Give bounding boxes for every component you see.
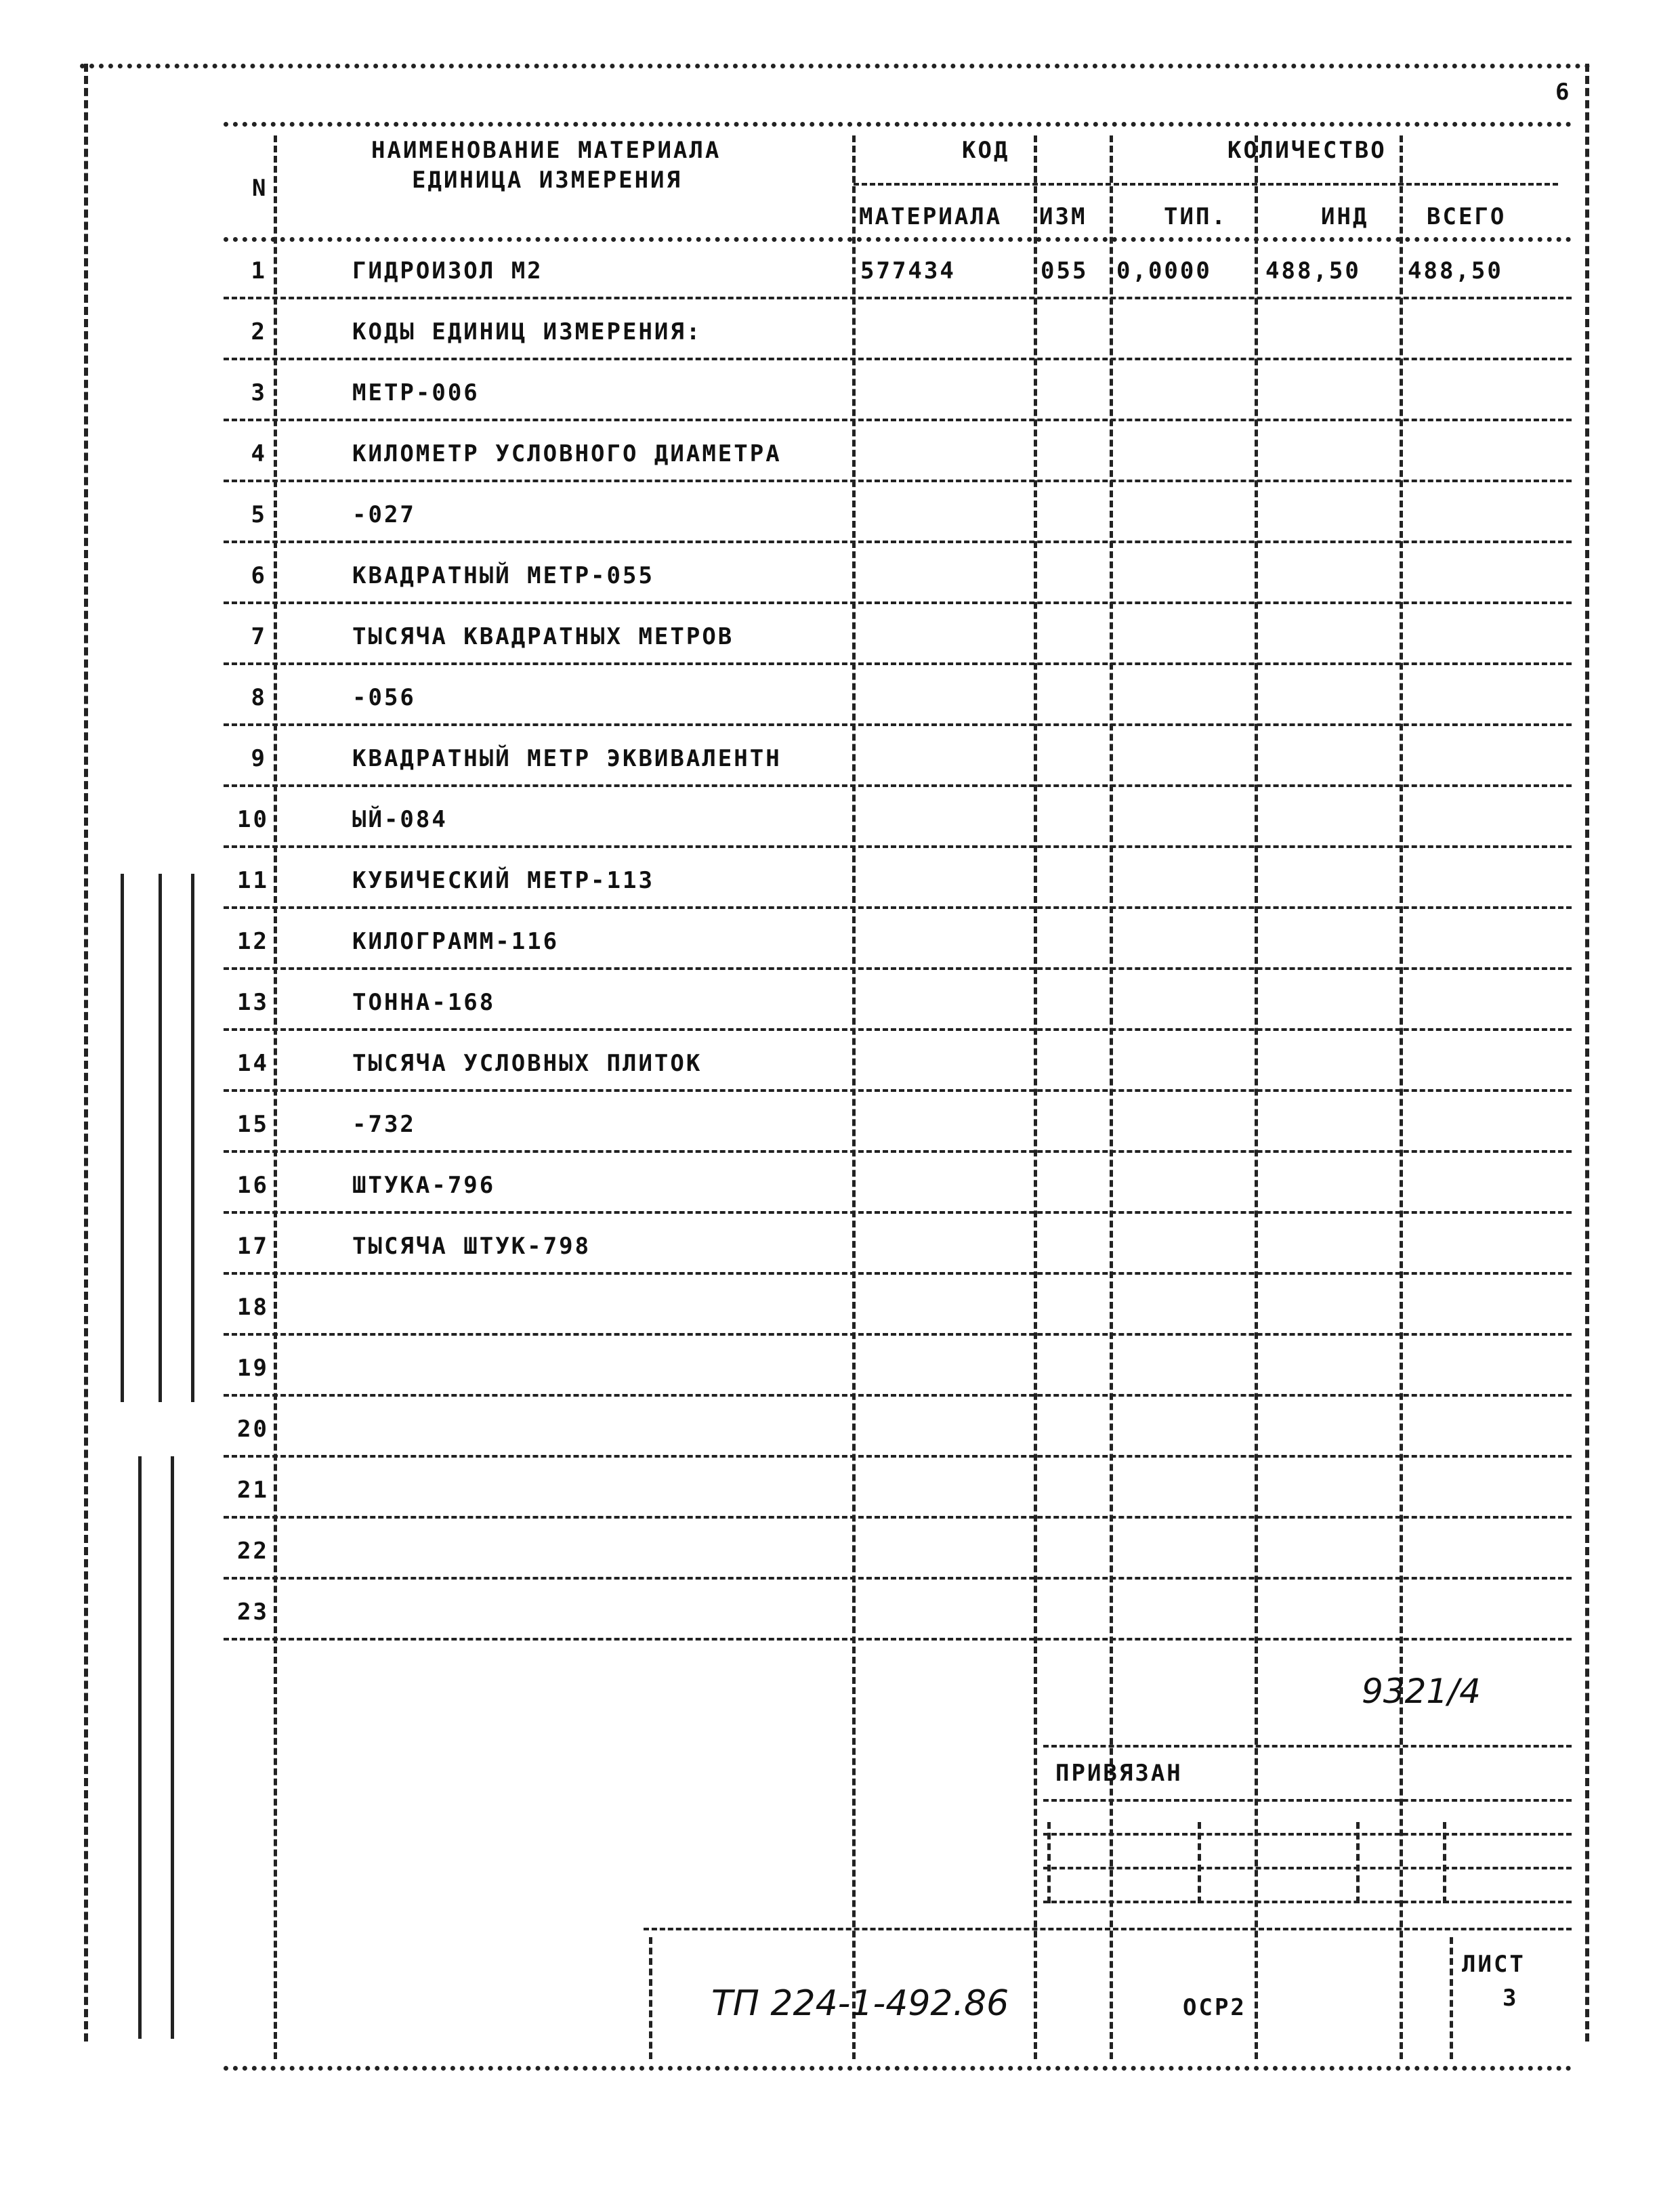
table-body-bottom-border — [224, 2066, 1572, 2071]
sheet-col-line — [1450, 1937, 1453, 2059]
row-number: 23 — [237, 1599, 269, 1626]
row-number: 1 — [251, 257, 267, 284]
row-name: КОДЫ ЕДИНИЦ ИЗМЕРЕНИЯ: — [352, 318, 702, 345]
form-code: ОСР2 — [1183, 1994, 1246, 2021]
row-name: КВАДРАТНЫЙ МЕТР ЭКВИВАЛЕНТН — [352, 745, 782, 772]
row-separator — [224, 1272, 1572, 1275]
row-separator — [224, 662, 1572, 665]
row-name: -027 — [352, 501, 416, 528]
header-code-unit: ИЗМ — [1039, 203, 1087, 230]
sheet-left-border — [84, 64, 88, 2042]
row-separator — [224, 784, 1572, 787]
row-number: 7 — [251, 623, 267, 650]
row-separator — [224, 1211, 1572, 1214]
sheet-top-border — [80, 64, 1591, 68]
binding-strip-line-3 — [191, 874, 194, 1402]
row-name: ТОННА-168 — [352, 989, 496, 1016]
row-number: 19 — [237, 1355, 269, 1382]
header-code: КОД — [962, 137, 1010, 164]
row-name: МЕТР-006 — [352, 379, 480, 406]
stamp-col-2 — [1198, 1822, 1201, 1903]
row-material-code: 577434 — [860, 257, 956, 284]
row-name: ТЫСЯЧА ШТУК-798 — [352, 1233, 591, 1260]
page-number: 6 — [1555, 79, 1572, 106]
row-separator — [224, 967, 1572, 970]
row-separator — [224, 601, 1572, 604]
sheet-right-border — [1585, 64, 1589, 2042]
row-name: ТЫСЯЧА КВАДРАТНЫХ МЕТРОВ — [352, 623, 734, 650]
row-separator — [224, 297, 1572, 299]
row-qty-ind: 488,50 — [1265, 257, 1361, 284]
row-separator — [224, 1394, 1572, 1397]
row-name: КИЛОГРАММ-116 — [352, 928, 560, 955]
col-sep-n — [274, 135, 277, 2059]
title-left-line — [649, 1937, 652, 2059]
row-separator — [224, 1333, 1572, 1336]
row-number: 4 — [251, 440, 267, 467]
table-top-border — [224, 122, 1572, 127]
table-header-bottom-border — [224, 237, 1572, 242]
row-separator — [224, 1028, 1572, 1031]
row-number: 8 — [251, 684, 267, 711]
row-number: 3 — [251, 379, 267, 406]
row-name: КИЛОМЕТР УСЛОВНОГО ДИАМЕТРА — [352, 440, 782, 467]
row-name: КВАДРАТНЫЙ МЕТР-055 — [352, 562, 654, 589]
row-number: 22 — [237, 1538, 269, 1565]
row-number: 20 — [237, 1416, 269, 1443]
row-separator — [224, 1150, 1572, 1153]
row-number: 13 — [237, 989, 269, 1016]
row-name: -056 — [352, 684, 416, 711]
sheet-number: 3 — [1503, 1985, 1519, 2012]
col-sep-name — [852, 135, 856, 2059]
row-separator — [224, 358, 1572, 360]
row-name: ШТУКА-796 — [352, 1172, 496, 1199]
row-separator — [224, 480, 1572, 482]
row-separator — [224, 845, 1572, 848]
binding-strip-line-4 — [138, 1456, 142, 2039]
row-separator — [224, 1089, 1572, 1092]
row-number: 21 — [237, 1477, 269, 1504]
row-name: ЫЙ-084 — [352, 806, 448, 833]
row-separator — [224, 1577, 1572, 1580]
header-qty-typ: ТИП. — [1164, 203, 1227, 230]
stamp-line-1 — [1043, 1799, 1572, 1802]
binding-strip-line-1 — [121, 874, 124, 1402]
doc-code: ТП 224-1-492.86 — [711, 1983, 1009, 2024]
header-name-line2: ЕДИНИЦА ИЗМЕРЕНИЯ — [412, 167, 682, 194]
row-number: 10 — [237, 806, 269, 833]
col-sep-ind — [1400, 135, 1403, 2059]
row-number: 5 — [251, 501, 267, 528]
stamp-line-2 — [1043, 1833, 1572, 1836]
row-number: 18 — [237, 1294, 269, 1321]
row-unit-code: 055 — [1041, 257, 1089, 284]
row-name: ТЫСЯЧА УСЛОВНЫХ ПЛИТОК — [352, 1050, 702, 1077]
row-separator — [224, 1638, 1572, 1641]
row-number: 9 — [251, 745, 267, 772]
stamp-label: ПРИВЯЗАН — [1055, 1760, 1183, 1787]
col-sep-material — [1034, 135, 1037, 2059]
row-name: -732 — [352, 1111, 416, 1138]
row-name: КУБИЧЕСКИЙ МЕТР-113 — [352, 867, 654, 894]
col-sep-typ — [1255, 135, 1258, 2059]
row-separator — [224, 1516, 1572, 1519]
row-number: 11 — [237, 867, 269, 894]
header-code-material: МАТЕРИАЛА — [859, 203, 1003, 230]
header-qty-ind: ИНД — [1321, 203, 1369, 230]
row-qty-typ: 0,0000 — [1116, 257, 1212, 284]
stamp-line-4 — [1043, 1901, 1572, 1903]
handwritten-number: 9321/4 — [1362, 1672, 1481, 1711]
row-separator — [224, 419, 1572, 421]
header-quantity: КОЛИЧЕСТВО — [1227, 137, 1387, 164]
row-number: 15 — [237, 1111, 269, 1138]
row-number: 12 — [237, 928, 269, 955]
row-number: 16 — [237, 1172, 269, 1199]
row-separator — [224, 723, 1572, 726]
title-top-line — [644, 1928, 1572, 1930]
row-separator — [224, 541, 1572, 543]
stamp-col-1 — [1047, 1822, 1051, 1903]
stamp-col-4 — [1443, 1822, 1446, 1903]
binding-strip-line-2 — [159, 874, 162, 1402]
row-number: 17 — [237, 1233, 269, 1260]
header-name-line1: НАИМЕНОВАНИЕ МАТЕРИАЛА — [371, 137, 721, 164]
row-number: 6 — [251, 562, 267, 589]
binding-strip-line-5 — [171, 1456, 174, 2039]
row-number: 14 — [237, 1050, 269, 1077]
row-number: 2 — [251, 318, 267, 345]
row-separator — [224, 1455, 1572, 1458]
stamp-top-line — [1043, 1745, 1572, 1748]
row-name: ГИДРОИЗОЛ М2 — [352, 257, 543, 284]
header-code-divider — [854, 183, 1558, 186]
row-qty-total: 488,50 — [1408, 257, 1503, 284]
header-n: N — [252, 175, 268, 202]
stamp-line-3 — [1043, 1867, 1572, 1869]
sheet-label: ЛИСТ — [1462, 1951, 1526, 1978]
stamp-col-3 — [1356, 1822, 1360, 1903]
row-separator — [224, 906, 1572, 909]
header-qty-total: ВСЕГО — [1427, 203, 1507, 230]
